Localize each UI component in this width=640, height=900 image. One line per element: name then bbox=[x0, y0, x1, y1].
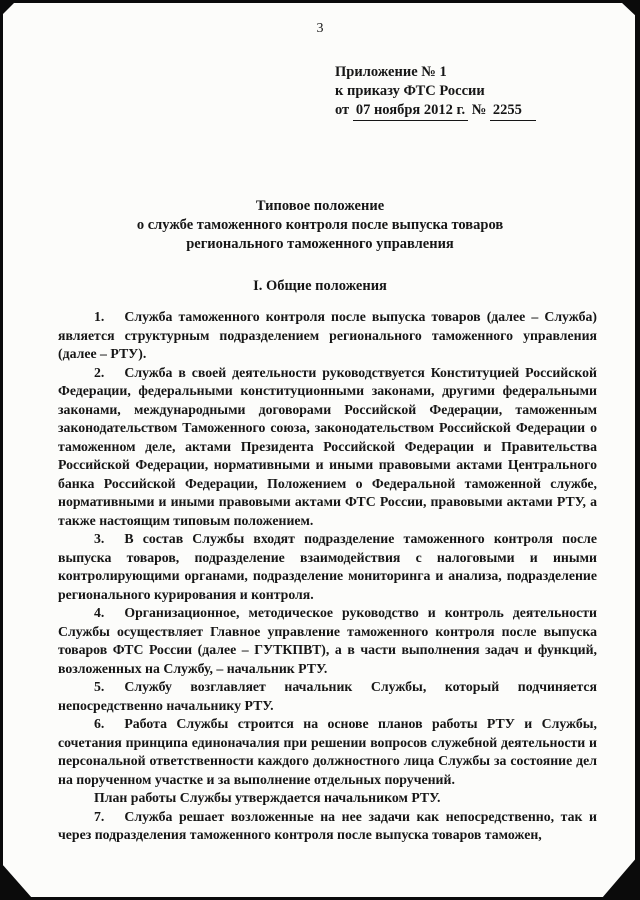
order-reference: к приказу ФТС России bbox=[335, 83, 485, 99]
paragraph-7 bbox=[58, 808, 597, 845]
scan-corner-top-left bbox=[2, 2, 15, 15]
document-title-line1: Типовое положение bbox=[255, 198, 385, 214]
scan-corner-top-right bbox=[621, 2, 638, 18]
scan-corner-bottom-right bbox=[602, 856, 638, 898]
paragraph-number: 3. bbox=[94, 531, 105, 546]
document-body bbox=[58, 308, 597, 845]
document-title-line3: регионального таможенного управления bbox=[186, 236, 454, 252]
paragraph-text: Организационное, методическое руководство и контроль деятельности Службы осуществляет Главное управление таможенного контроля после выпуска товаров ФТС России (далее – ГУТКПВТ), а в части выполнения задач и функций, возложенных на Службу, – начальник РТУ. bbox=[58, 605, 597, 676]
document-title bbox=[3, 197, 637, 254]
paragraph-number: 4. bbox=[94, 605, 105, 620]
document-title-line2: о службе таможенного контроля после выпуска товаров bbox=[136, 217, 504, 233]
page-number: 3 bbox=[316, 21, 324, 36]
paragraph-text: Служба решает возложенные на нее задачи как непосредственно, так и через подразделения таможенного контроля после выпуска товаров таможен, bbox=[58, 808, 597, 842]
paragraph-number: 7. bbox=[94, 808, 105, 824]
scan-edge-right bbox=[635, 3, 637, 897]
paragraph-6 bbox=[58, 715, 597, 789]
appendix-title: Приложение № 1 bbox=[335, 64, 447, 80]
paragraph-number: 6. bbox=[94, 716, 105, 731]
paragraph-number: 5. bbox=[94, 679, 105, 694]
paragraph-text: План работы Службы утверждается начальником РТУ. bbox=[94, 790, 441, 805]
paragraph-2 bbox=[58, 364, 597, 531]
order-date-number-line bbox=[335, 101, 599, 121]
order-number: 2255 bbox=[490, 101, 536, 121]
paragraph-text: Служба таможенного контроля после выпуска товаров (далее – Служба) является структурным подразделением регионального таможенного управления (далее – РТУ). bbox=[58, 309, 597, 361]
paragraph-6-continuation bbox=[58, 789, 597, 808]
paragraph-number: 2. bbox=[94, 364, 105, 380]
paragraph-5 bbox=[58, 678, 597, 715]
appendix-header bbox=[335, 63, 599, 121]
paragraph-1 bbox=[58, 308, 597, 364]
scan-corner-bottom-left bbox=[2, 864, 32, 898]
paragraph-text: Служба в своей деятельности руководствуется Конституцией Российской Федерации, федеральными конституционными законами, другими федеральными законами, международными договорами Российской Федерации, таможенным законодательством Таможенного союза, законодательством Российской Федерации о таможенном деле, актами Президента Российской Федерации и Правительства Российской Федерации, нормативными и иными правовыми актами Центрального банка Российской Федерации, Положением о Федеральной таможенной службе, нормативными и иными правовыми актами ФТС России, правовыми актами РТУ, а также настоящим типовым положением. bbox=[58, 364, 597, 528]
paragraph-text: Службу возглавляет начальник Службы, который подчиняется непосредственно начальнику РТУ. bbox=[58, 679, 597, 713]
order-date: 07 ноября 2012 г. bbox=[353, 101, 468, 121]
paragraph-4 bbox=[58, 604, 597, 678]
paragraph-text: В состав Службы входят подразделение таможенного контроля после выпуска товаров, подразделение взаимодействия с налоговыми и иными контролирующими органами, подразделение мониторинга и анализа, подразделение регионального курирования и контроля. bbox=[58, 531, 597, 602]
paragraph-3 bbox=[58, 530, 597, 604]
from-label: от bbox=[335, 102, 350, 118]
paragraph-number: 1. bbox=[94, 309, 105, 324]
paragraph-text: Работа Службы строится на основе планов работы РТУ и Службы, сочетания принципа единоначалия при решении вопросов служебной деятельности и персональной ответственности каждого должностного лица Службы за состояние дел на порученном участке и за выполнение отдельных поручений. bbox=[58, 716, 597, 787]
number-sign: № bbox=[471, 102, 487, 118]
section-heading: I. Общие положения bbox=[253, 278, 387, 294]
